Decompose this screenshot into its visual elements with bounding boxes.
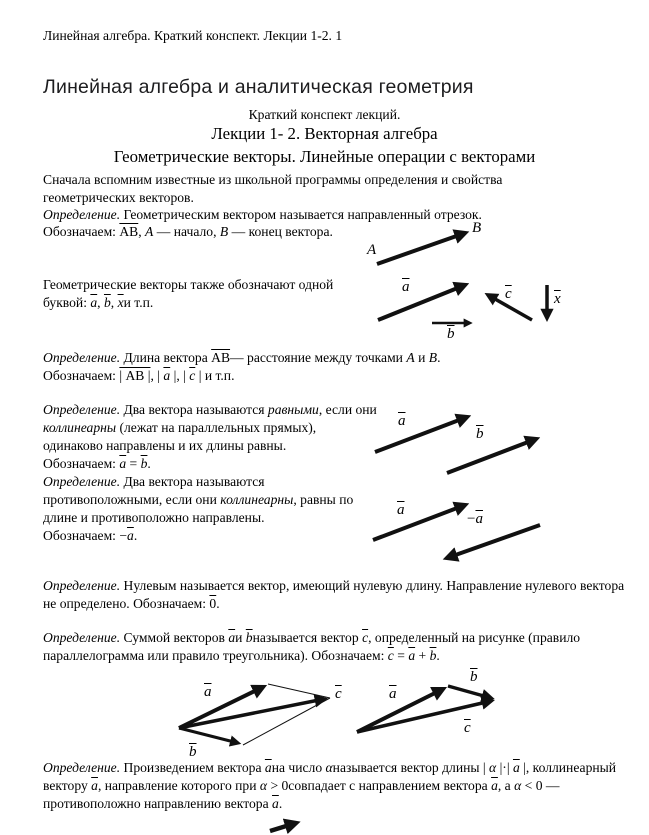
paragraph-denote-length: Обозначаем: | AB |, | $\overline{a}$ |, | $\overline{c}$ | и т.п. <box>43 368 235 383</box>
vector-label-a: $\overline{a}$ <box>402 279 410 295</box>
paragraph-def-vector: Определение. Геометрическим вектором называется направленный отрезок. <box>43 207 482 222</box>
page-title: Линейная алгебра и аналитическая геометрия <box>43 76 474 98</box>
paragraph-def-zero: Определение. Нулевым называется вектор, имеющий нулевую длину. Направление нулевого вектора не определено. Обозначаем: 0. <box>43 578 625 611</box>
diagram-vector-naming <box>360 216 615 346</box>
paragraph-equal-opposite-block <box>43 401 378 545</box>
vector-label-c: $\overline{c}$ <box>505 286 512 302</box>
vector-label-c-triangle: $\overline{c}$ <box>464 720 471 736</box>
vector-arrow-a-triangle <box>357 689 443 732</box>
vector-arrow-a-top <box>375 417 467 452</box>
vector-label-b-triangle: $\overline{b}$ <box>470 669 478 685</box>
diagram-vector-naming-canvas <box>360 216 615 346</box>
subtitle-section: Геометрические векторы. Линейные операции с векторами <box>113 147 536 166</box>
diagram-sum-rules <box>170 668 515 765</box>
diagram-equal-opposite <box>365 405 560 570</box>
vector-arrow-minus-a <box>447 525 540 558</box>
vector-label-a-top: $\overline{a}$ <box>398 413 406 429</box>
paragraph-intro: Сначала вспомним известные из школьной программы определения и свойства геометрических векторов. <box>43 172 503 205</box>
vector-label-b-top: $\overline{b}$ <box>476 426 484 442</box>
vector-label-A: A <box>367 242 377 258</box>
diagram-sum-rules-canvas <box>170 668 515 765</box>
parallelogram-edge-top <box>268 684 330 698</box>
vector-label-minus-a: $-\overline{a}$ <box>467 511 483 527</box>
diagram-product-partial <box>262 815 317 835</box>
subtitle-lectures: Лекции 1- 2. Векторная алгебра <box>211 124 438 143</box>
vector-label-a-triangle: $\overline{a}$ <box>389 686 397 702</box>
diagram-product-partial-canvas <box>262 815 317 835</box>
paragraph-def-sum: Определение. Суммой векторов $\overline{a}и$ $\overline{b}называется$ вектор $\overline{c}$, определенный на рисунке (правило параллелограмма или правило треугольника). Обозначаем: $\overline{c} = \overline{a} + \overline{b}$. <box>43 630 581 663</box>
paragraph-def-opposite: Определение. Два вектора называются противоположными, если они коллинеарны, равны по длине и противоположно направлены. <box>43 474 354 525</box>
paragraph-one-letter: Геометрические векторы также обозначают одной буквой: $\overline{a}$, $\overline{b}$, $\overline{x}и$ т.п. <box>43 277 334 310</box>
vector-arrow-b-triangle <box>448 686 491 698</box>
vector-arrow-ab <box>377 233 465 264</box>
paragraph-def-product: Определение. Произведением вектора $\overline{a}на$ число αназывается вектор длины | α |·| $\overline{a}$ |, коллинеарный вектору $\overline{a}$, направление которого при α > 0совпадает с направлением вектора $\overline{a}$, а α < 0 — противоположно направлению вектора $\overline{a}$. <box>43 760 617 811</box>
vector-arrow-a-bottom <box>373 505 465 540</box>
paragraph-denote-ab: Обозначаем: $\overline{AB}$, A — начало, B — конец вектора. <box>43 224 333 239</box>
diagram-equal-opposite-canvas <box>365 405 560 570</box>
vector-arrow-a <box>378 285 465 320</box>
vector-label-a-bottom: $\overline{a}$ <box>397 502 405 518</box>
vector-arrow-b-top <box>447 439 536 473</box>
vector-label-a-parallelogram: $\overline{a}$ <box>204 684 212 700</box>
vector-label-c-parallelogram: $\overline{c}$ <box>335 686 342 702</box>
subtitle-lecture-notes: Краткий конспект лекций. <box>248 107 401 122</box>
paragraph-def-equal: Определение. Два вектора называются равными, если они коллинеарны (лежат на параллельных прямых), одинаково направлены и их длины равны. <box>43 402 377 453</box>
vector-label-b-parallelogram: $\overline{b}$ <box>189 744 197 760</box>
vector-label-B: B <box>472 220 482 236</box>
running-header: Линейная алгебра. Краткий конспект. Лекции 1-2. 1 <box>43 28 343 43</box>
vector-arrow-partial <box>270 823 296 831</box>
vector-arrow-a-parallelogram <box>179 687 263 728</box>
paragraph-denote-opposite: Обозначаем: $-\overline{a}$. <box>43 528 138 543</box>
paragraph-def-length: Определение. Длина вектора $\overline{AB}—$ расстояние между точками A и B. <box>43 350 441 365</box>
vector-arrow-b-parallelogram <box>179 728 238 743</box>
paragraph-denote-equal: Обозначаем: $\overline{a} = \overline{b}$. <box>43 456 151 471</box>
vector-label-b: $\overline{b}$ <box>447 326 455 342</box>
vector-label-x: $\overline{x}$ <box>554 291 561 307</box>
